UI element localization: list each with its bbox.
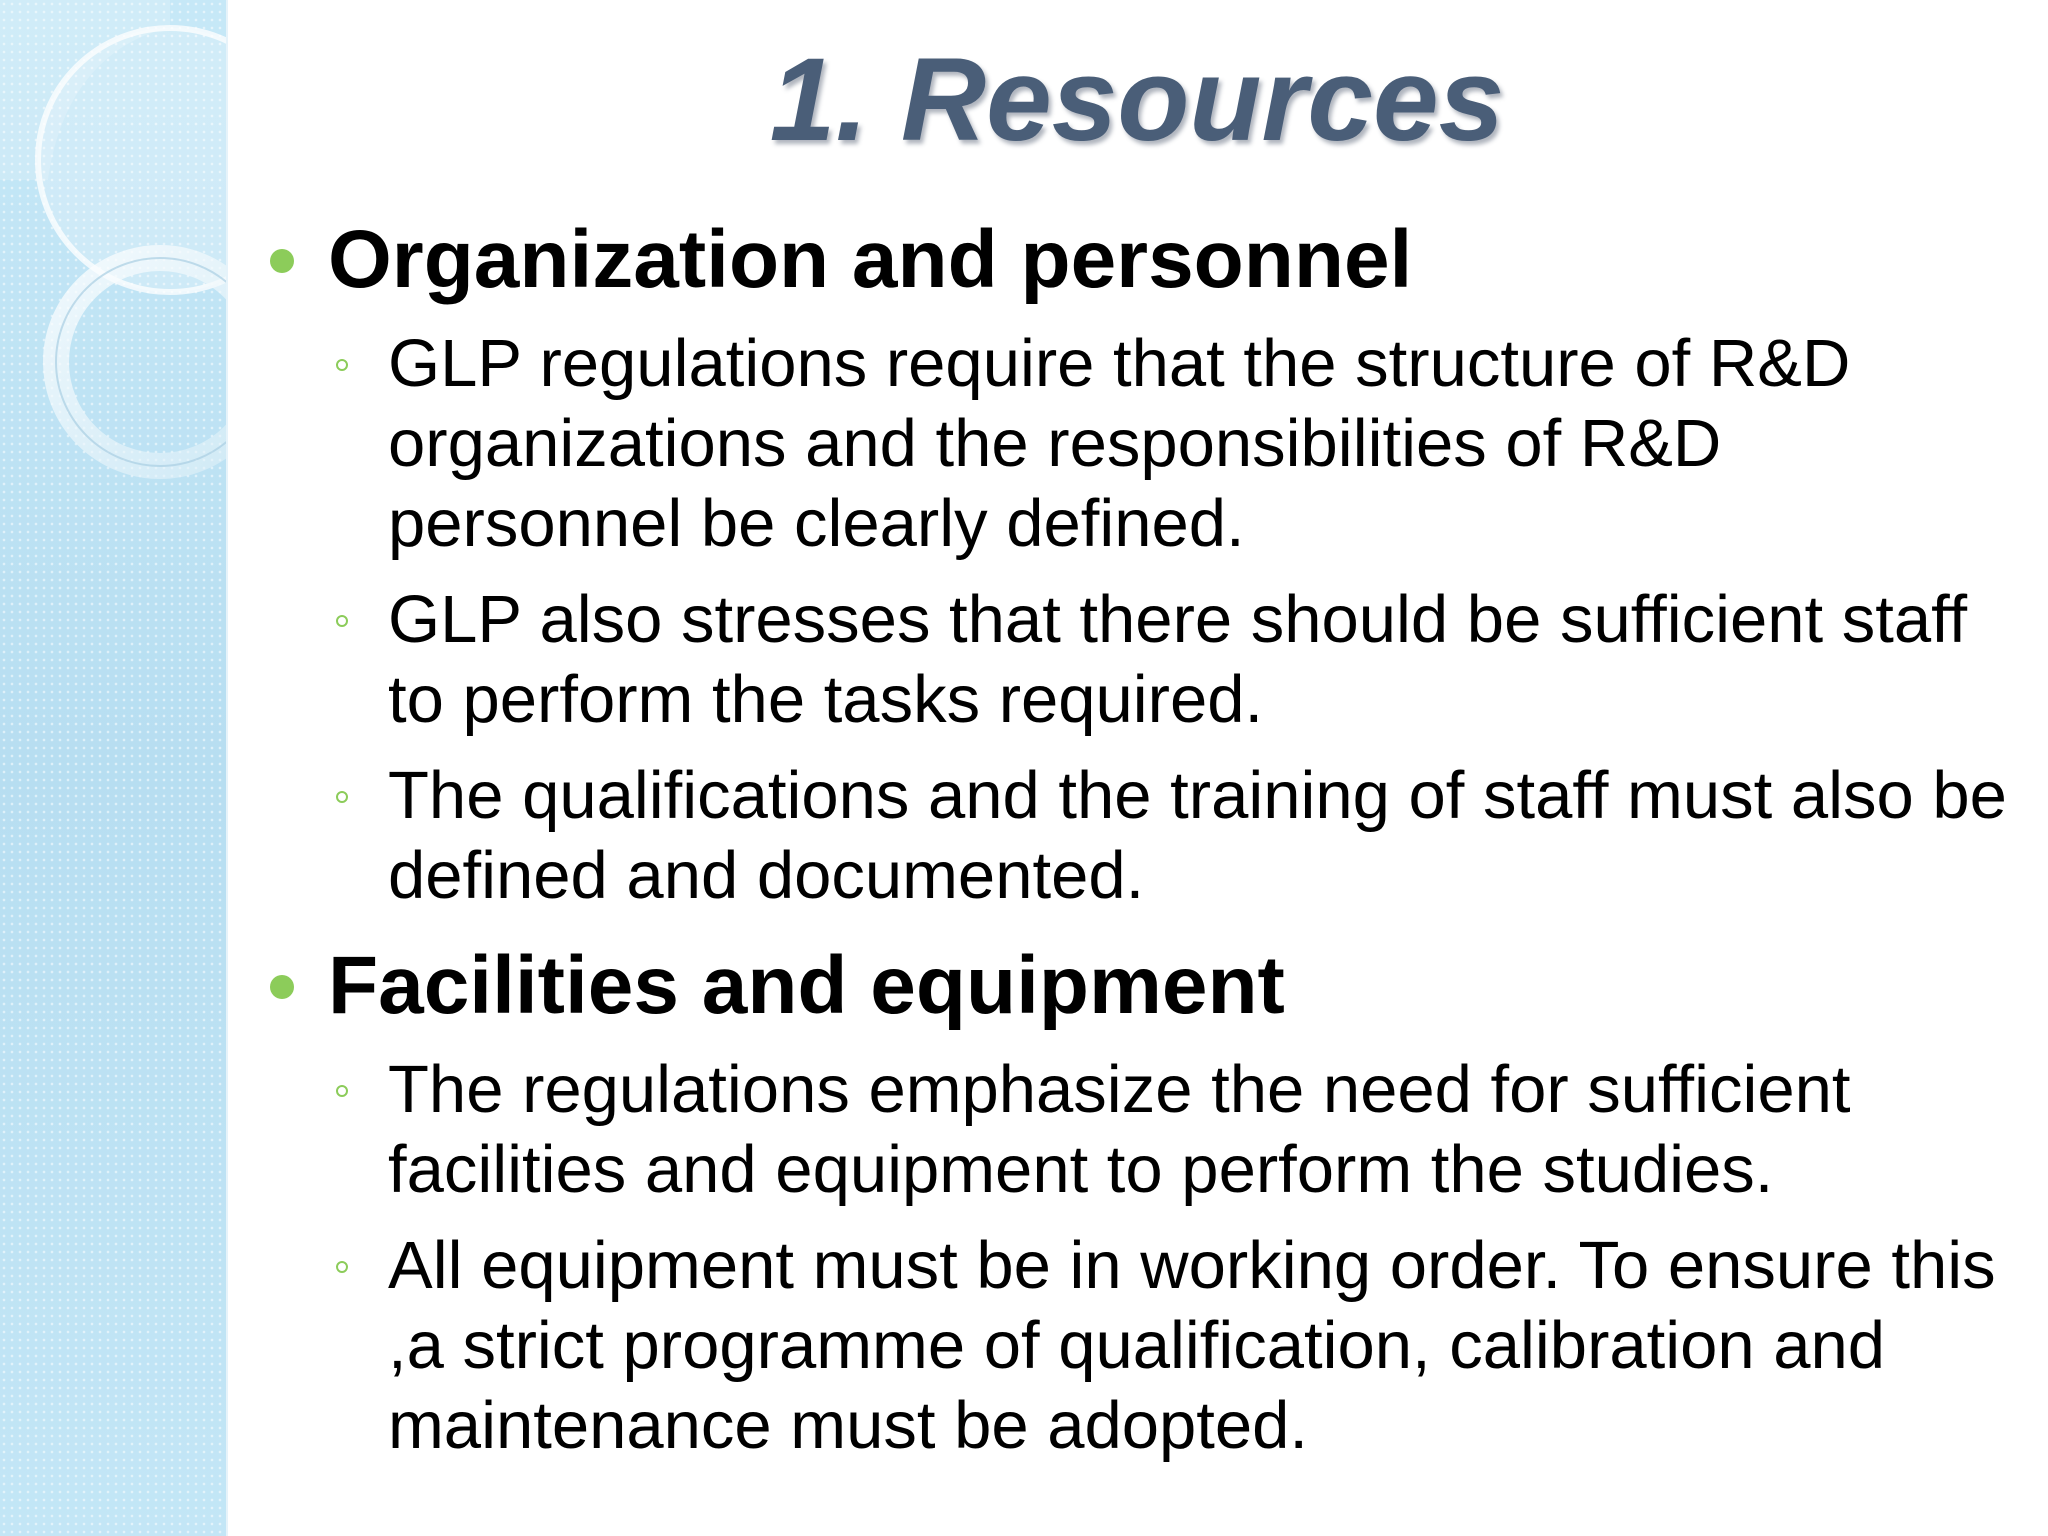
sub-bullet-list: [262, 1050, 2022, 1466]
section-heading-text: Organization and personnel: [328, 214, 1413, 305]
bullet-ring-icon: [336, 615, 348, 627]
bullet-dot-icon: [270, 249, 294, 273]
sub-bullet-item: [262, 1050, 2022, 1210]
sub-bullet-text: GLP also stresses that there should be sufficient staff to perform the tasks required.: [388, 582, 1968, 737]
sub-bullet-item: [262, 324, 2022, 564]
section-heading-facilities: [262, 938, 2022, 1034]
sub-bullet-text: The regulations emphasize the need for sufficient facilities and equipment to perform the studies.: [388, 1052, 1851, 1207]
decorative-side-band: [0, 0, 228, 1536]
bullet-ring-icon: [336, 1261, 348, 1273]
decorative-rings-graphic: [0, 0, 226, 520]
section-heading-text: Facilities and equipment: [328, 940, 1285, 1031]
sub-bullet-list: [262, 324, 2022, 916]
sub-bullet-text: GLP regulations require that the structure of R&D organizations and the responsibilities of R&D personnel be clearly defined.: [388, 326, 1851, 561]
sub-bullet-item: [262, 756, 2022, 916]
sub-bullet-item: [262, 1226, 2022, 1466]
section-heading-organization: [262, 212, 2022, 308]
bullet-ring-icon: [336, 791, 348, 803]
sub-bullet-item: [262, 580, 2022, 740]
sub-bullet-text: The qualifications and the training of staff must also be defined and documented.: [388, 758, 2007, 913]
sub-bullet-text: All equipment must be in working order. To ensure this ,a strict programme of qualification, calibration and maintenance must be adopted.: [388, 1228, 1996, 1463]
bullet-ring-icon: [336, 1085, 348, 1097]
slide-title: 1. Resources: [769, 34, 1505, 166]
bullet-dot-icon: [270, 975, 294, 999]
bullet-ring-icon: [336, 359, 348, 371]
bullet-list: [262, 212, 2022, 1466]
